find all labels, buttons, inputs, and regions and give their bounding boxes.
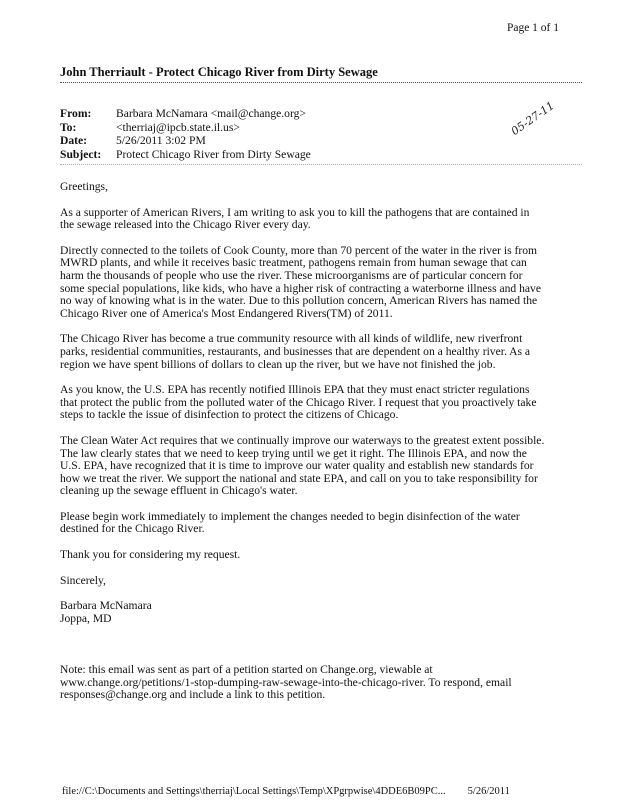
date-row [60, 134, 311, 148]
body-line: MWRD plants, and while it receives basic treatment, pathogens remain from human sewage that can [60, 256, 527, 270]
body-paragraph [60, 384, 580, 422]
body-paragraph [60, 181, 580, 194]
email-body [60, 181, 580, 715]
from-row [60, 107, 311, 121]
body-line: The law clearly states that we need to keep trying until we get it right. The Illinois EPA, and now the [60, 446, 527, 460]
body-paragraph [60, 333, 580, 371]
body-line: steps to tackle the issue of disinfection to protect the citizens of Chicago. [60, 408, 399, 422]
body-line: some special populations, like kids, who have a higher risk of contracting a waterborne illness and have [60, 281, 542, 295]
body-line: Please begin work immediately to implement the changes needed to begin disinfection of the water [60, 509, 520, 523]
body-line: parks, residential communities, restaurants, and businesses that are dependent on a healthy river. As a [60, 344, 531, 358]
body-line: www.change.org/petitions/1-stop-dumping-raw-sewage-into-the-chicago-river. To respond, email [60, 675, 512, 689]
body-line: Barbara McNamara [60, 599, 152, 613]
to-label: To: [60, 120, 77, 134]
header-divider [60, 164, 582, 165]
body-line: destined for the Chicago River. [60, 522, 205, 536]
document-title: John Therriault - Protect Chicago River from Dirty Sewage [60, 65, 378, 79]
body-paragraph [60, 664, 580, 702]
subject-row [60, 148, 311, 162]
body-paragraph [60, 435, 580, 498]
body-line: Sincerely, [60, 573, 106, 587]
body-paragraph [60, 207, 580, 232]
body-line: U.S. EPA, have recognized that it is time to improve our water quality and establish new standards for [60, 459, 534, 473]
body-line: no way of knowing what is in the water. Due to this pollution concern, American Rivers has named the [60, 294, 538, 308]
body-line: Note: this email was sent as part of a petition started on Change.org, viewable at [60, 663, 433, 677]
handwritten-date-stamp: 05-27-11 [508, 98, 557, 139]
body-paragraph [60, 638, 580, 651]
footer-path: file://C:\Documents and Settings\therriaj\Local Settings\Temp\XPgrpwise\4DDE6B09PC... [62, 786, 446, 797]
body-paragraph [60, 600, 580, 625]
body-line: Directly connected to the toilets of Cook County, more than 70 percent of the water in the river is from [60, 243, 538, 257]
body-line: the sewage released into the Chicago River every day. [60, 218, 311, 232]
from-label: From: [60, 107, 92, 120]
body-line: harm the thousands of people who use the river. These microorganisms are of particular concern for [60, 268, 523, 282]
body-paragraph [60, 549, 580, 562]
body-paragraph [60, 511, 580, 536]
body-line [60, 638, 580, 651]
date-label: Date: [60, 134, 88, 147]
body-line: cleaning up the sewage effluent in Chicago's water. [60, 484, 298, 498]
body-line: As you know, the U.S. EPA has recently notified Illinois EPA that they must enact stricter regulations [60, 383, 530, 397]
body-line: responses@change.org and include a link to this petition. [60, 688, 326, 702]
date-value: 5/26/2011 3:02 PM [116, 134, 206, 147]
body-paragraph [60, 575, 580, 588]
body-line: Greetings, [60, 180, 108, 193]
body-line: region we have spent billions of dollars to clean up the river, but we have not finished the job. [60, 357, 496, 371]
body-line: Chicago River one of America's Most Endangered Rivers(TM) of 2011. [60, 306, 393, 320]
subject-label: Subject: [60, 147, 102, 161]
title-divider [60, 82, 582, 83]
footer-date: 5/26/2011 [467, 786, 510, 797]
email-header [60, 107, 311, 161]
body-line: how we treat the river. We support the national and state EPA, and call on you to take responsibility for [60, 471, 538, 485]
body-line: that protect the public from the polluted water of the Chicago River. I request that you proactively take [60, 395, 537, 409]
body-line: Thank you for considering my request. [60, 548, 241, 562]
body-line: The Clean Water Act requires that we continually improve our waterways to the greatest extent possible. [60, 433, 545, 447]
body-line: As a supporter of American Rivers, I am writing to ask you to kill the pathogens that are contained in [60, 205, 530, 219]
subject-value: Protect Chicago River from Dirty Sewage [116, 147, 311, 161]
page-number: Page 1 of 1 [506, 22, 559, 34]
body-paragraph [60, 245, 580, 321]
to-row [60, 121, 311, 135]
body-line: Joppa, MD [60, 611, 112, 625]
to-value: <therriaj@ipcb.state.il.us> [116, 120, 240, 134]
footer [62, 786, 510, 797]
from-value: Barbara McNamara <mail@change.org> [116, 107, 306, 120]
body-line: The Chicago River has become a true community resource with all kinds of wildlife, new riverfront [60, 332, 523, 346]
